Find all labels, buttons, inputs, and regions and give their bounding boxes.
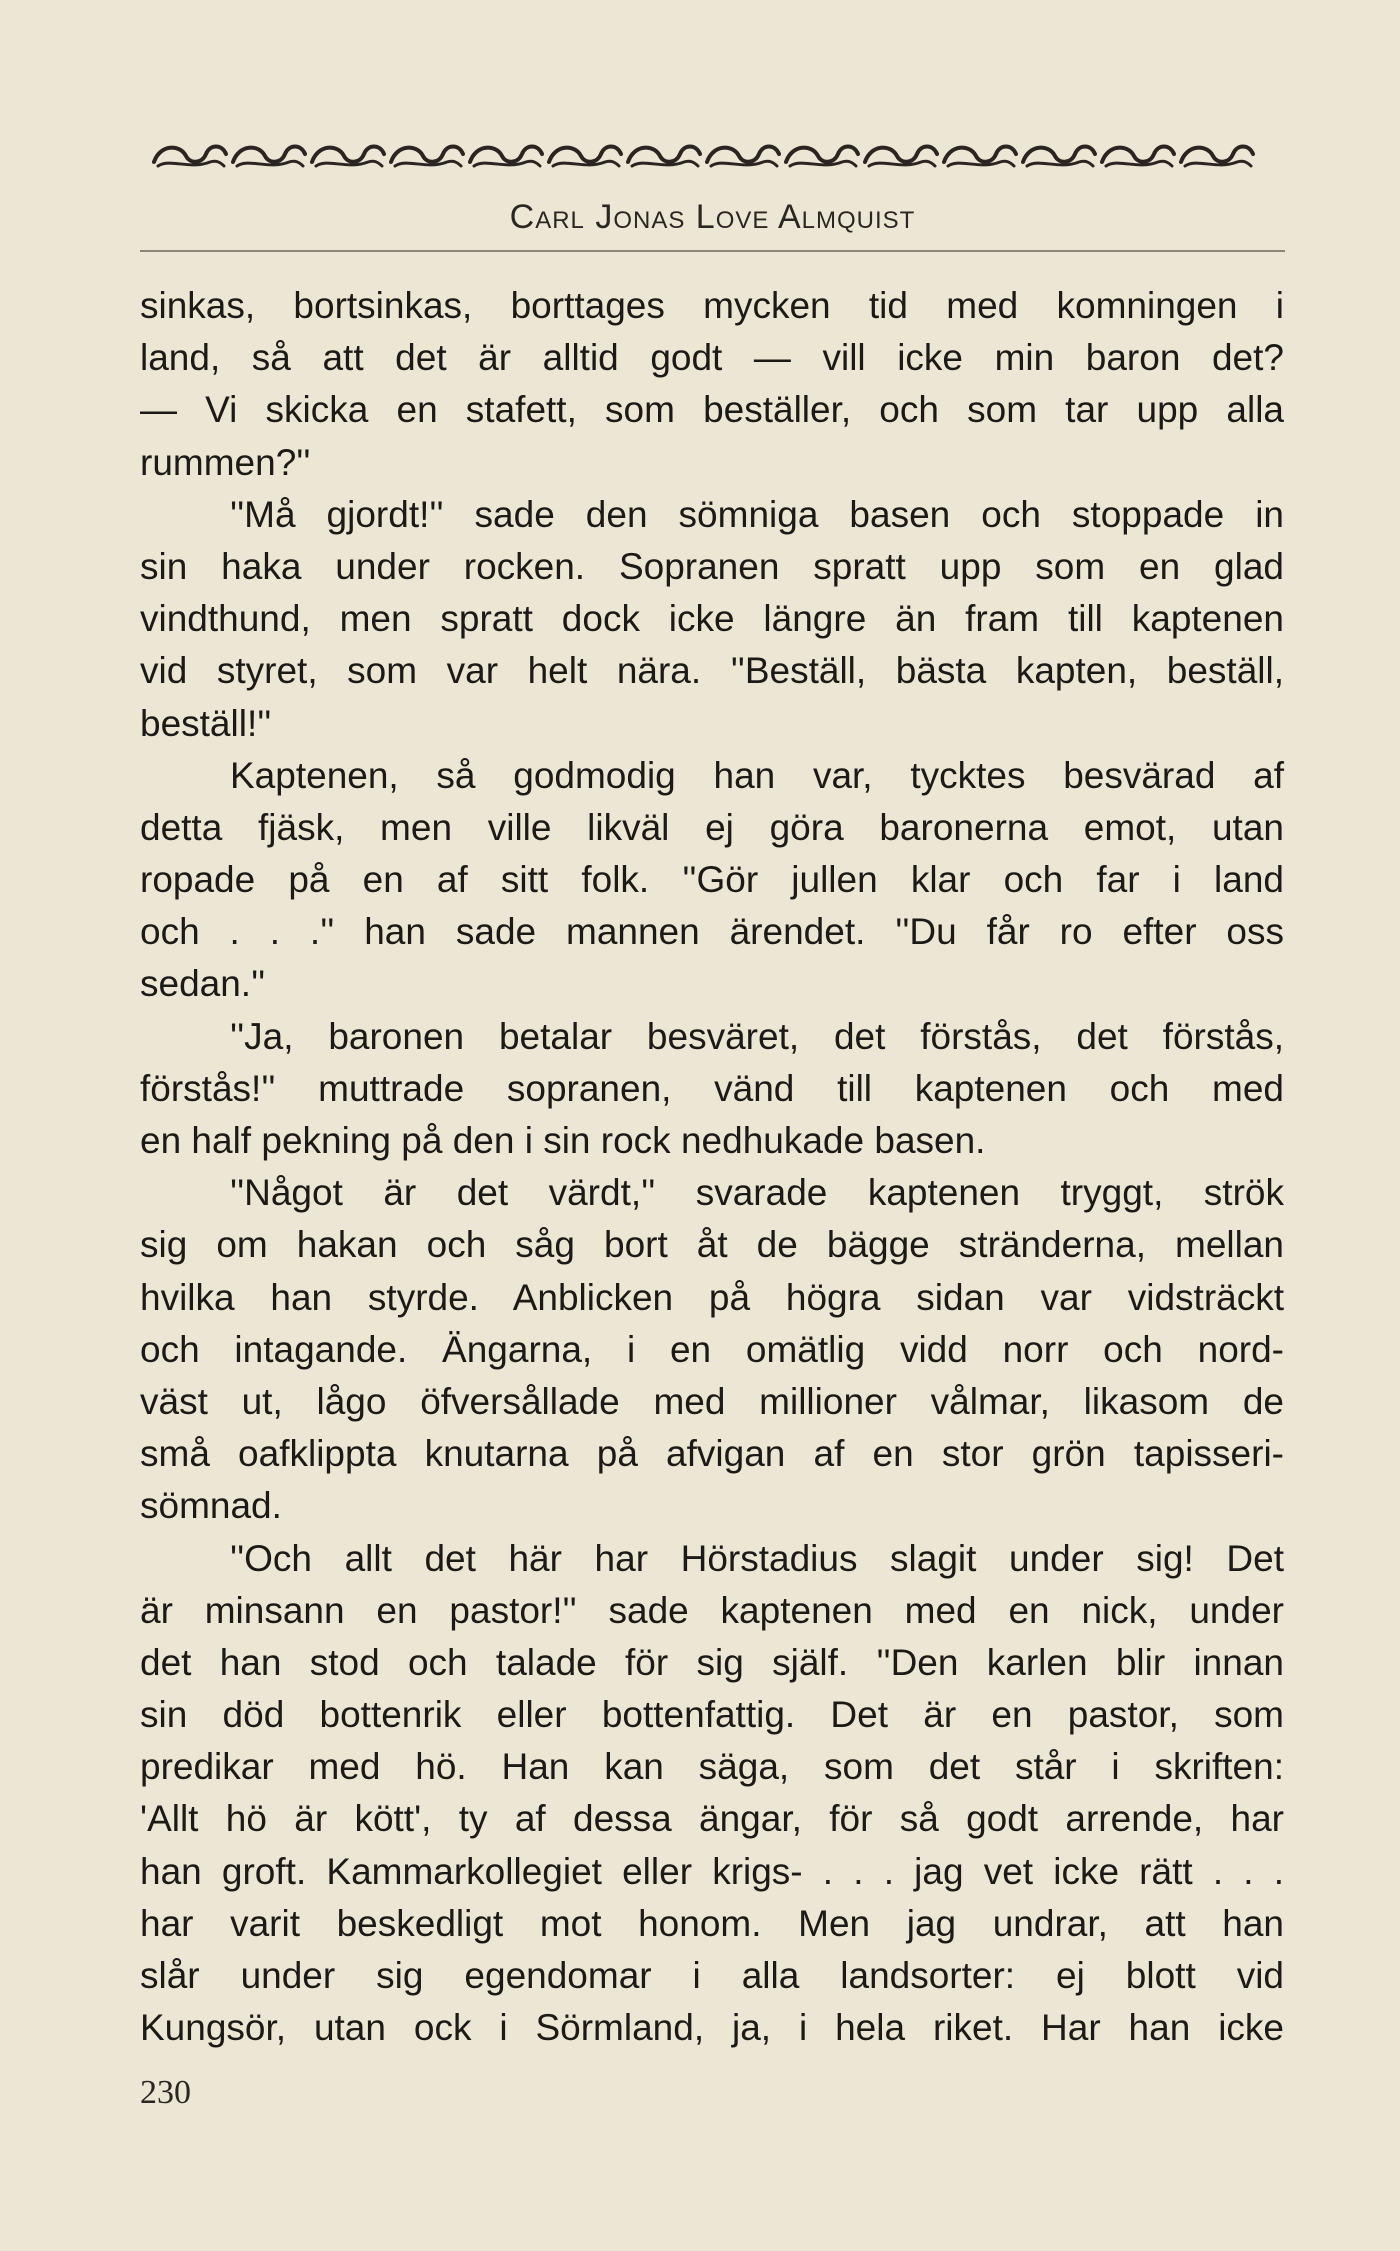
text-line: väst ut, lågo öfversållade med millioner vålmar, likasom de xyxy=(140,1380,1284,1422)
text-line: — Vi skicka en stafett, som beställer, och som tar upp alla xyxy=(140,389,1284,431)
header-rule xyxy=(140,250,1285,252)
text-line: predikar med hö. Han kan säga, som det står i skriften: xyxy=(140,1746,1284,1788)
running-head: Carl Jonas Love Almquist xyxy=(509,198,916,236)
text-line: slår under sig egendomar i alla landsorter: ej blott vid xyxy=(140,1955,1284,1996)
text-line: rummen?'' xyxy=(140,441,311,483)
text-line: det han stod och talade för sig själf. ''Den karlen blir innan xyxy=(140,1641,1284,1683)
text-line: vindthund, men spratt dock icke längre än fram till kaptenen xyxy=(140,598,1284,640)
text-line: har varit beskedligt mot honom. Men jag undrar, att han xyxy=(140,1902,1284,1944)
text-line: 'Allt hö är kött', ty af dessa ängar, för så godt arrende, har xyxy=(140,1798,1284,1840)
text-line: hvilka han styrde. Anblicken på högra sidan var vidsträckt xyxy=(140,1276,1284,1318)
text-line: Kaptenen, så godmodig han var, tycktes besvärad af xyxy=(230,754,1284,796)
body-text xyxy=(140,280,1284,2054)
text-line: sin haka under rocken. Sopranen spratt upp som en glad xyxy=(140,545,1284,587)
text-line: ''Ja, baronen betalar besväret, det förstås, det förstås, xyxy=(230,1015,1284,1057)
decorative-header-ornament xyxy=(150,136,1285,172)
text-line: Kungsör, utan ock i Sörmland, ja, i hela riket. Har han icke xyxy=(140,2007,1284,2049)
page-number: 230 xyxy=(140,2074,191,2111)
text-line: sinkas, bortsinkas, borttages mycken tid med komningen i xyxy=(140,285,1284,326)
text-line: detta fjäsk, men ville likväl ej göra baronerna emot, utan xyxy=(140,806,1284,848)
text-line: ropade på en af sitt folk. ''Gör jullen klar och far i land xyxy=(140,859,1284,901)
text-line: sömnad. xyxy=(140,1485,282,1527)
text-line: sig om hakan och såg bort åt de bägge stränderna, mellan xyxy=(140,1224,1284,1266)
text-line: små oafklippta knutarna på afvigan af en stor grön tapisseri- xyxy=(140,1433,1284,1475)
text-line: vid styret, som var helt nära. ''Beställ, bästa kapten, beställ, xyxy=(140,650,1284,692)
text-line: beställ!'' xyxy=(140,702,272,744)
text-line: och . . .'' han sade mannen ärendet. ''Du får ro efter oss xyxy=(140,911,1284,953)
text-line: sin död bottenrik eller bottenfattig. Det är en pastor, som xyxy=(140,1694,1284,1736)
text-line: land, så att det är alltid godt — vill icke min baron det? xyxy=(140,337,1284,379)
text-line: sedan.'' xyxy=(140,963,266,1005)
text-line: förstås!'' muttrade sopranen, vänd till kaptenen och med xyxy=(140,1067,1284,1109)
text-line: är minsann en pastor!'' sade kaptenen med en nick, under xyxy=(140,1589,1284,1631)
text-line: han groft. Kammarkollegiet eller krigs- . . . jag vet icke rätt . . . xyxy=(140,1850,1284,1892)
text-line: ''Och allt det här har Hörstadius slagit under sig! Det xyxy=(230,1537,1284,1579)
text-line: ''Något är det värdt,'' svarade kaptenen tryggt, strök xyxy=(230,1172,1284,1214)
text-line: och intagande. Ängarna, i en omätlig vidd norr och nord- xyxy=(140,1328,1284,1370)
text-line: ''Må gjordt!'' sade den sömniga basen och stoppade in xyxy=(230,493,1284,535)
text-line: en half pekning på den i sin rock nedhukade basen. xyxy=(140,1120,986,1161)
